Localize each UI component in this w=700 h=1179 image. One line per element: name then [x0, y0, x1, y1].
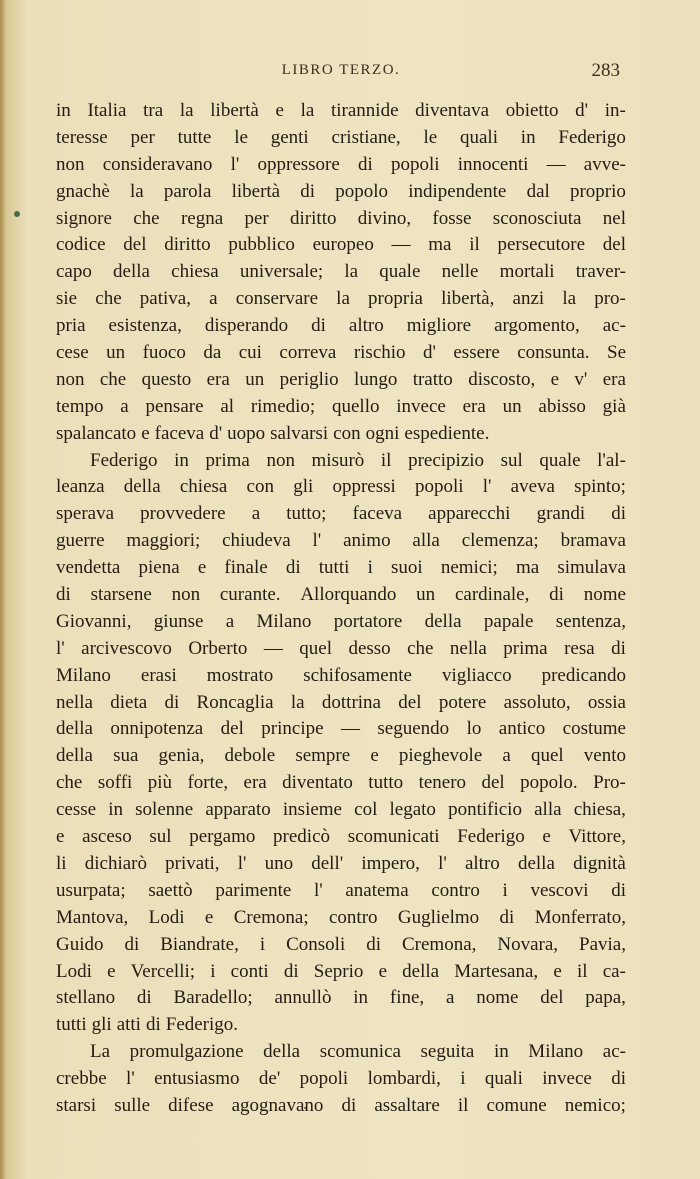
text-line: starsi sulle difese agognavano di assaltare il comune nemico; — [56, 1094, 626, 1116]
text-line: spalancato e faceva d' uopo salvarsi con ogni espediente. — [56, 422, 490, 444]
text-line: di starsene non curante. Allorquando un cardinale, di nome — [56, 584, 626, 606]
text-line: non consideravano l' oppressore di popoli innocenti — avve- — [56, 153, 626, 175]
text-line: pria esistenza, disperando di altro migliore argomento, ac- — [56, 315, 626, 337]
text-line: Giovanni, giunse a Milano portatore della papale sentenza, — [56, 610, 626, 632]
text-line: Federigo in prima non misurò il precipizio sul quale l'al- — [90, 449, 626, 471]
page-header — [56, 62, 626, 88]
text-line: nella dieta di Roncaglia la dottrina del potere assoluto, ossia — [56, 691, 626, 713]
text-line: usurpata; saettò parimente l' anatema contro i vescovi di — [56, 879, 626, 901]
text-line: gnachè la parola libertà di popolo indipendente dal proprio — [56, 180, 626, 202]
text-line: e asceso sul pergamo predicò scomunicati Federigo e Vittore, — [56, 826, 626, 848]
text-line: che soffi più forte, era diventato tutto tenero del popolo. Pro- — [56, 772, 626, 794]
text-line: Mantova, Lodi e Cremona; contro Guglielmo di Monferrato, — [56, 906, 626, 928]
page-edge-shadow — [0, 0, 6, 1179]
text-line: signore che regna per diritto divino, fosse sconosciuta nel — [56, 207, 626, 229]
text-line: cesse in solenne apparato insieme col legato pontificio alla chiesa, — [56, 799, 626, 821]
text-line: della onnipotenza del principe — seguendo lo antico costume — [56, 718, 626, 740]
text-line: tutti gli atti di Federigo. — [56, 1014, 239, 1036]
margin-ink-dot — [14, 211, 20, 217]
text-line: codice del diritto pubblico europeo — ma il persecutore del — [56, 234, 626, 256]
text-line: l' arcivescovo Orberto — quel desso che nella prima resa di — [56, 637, 626, 659]
text-line: capo della chiesa universale; la quale nelle mortali traver- — [56, 261, 626, 283]
text-line: leanza della chiesa con gli oppressi popoli l' aveva spinto; — [56, 476, 626, 498]
text-line: crebbe l' entusiasmo de' popoli lombardi, i quali invece di — [56, 1068, 626, 1090]
text-line: sie che pativa, a conservare la propria libertà, anzi la pro- — [56, 288, 626, 310]
text-line: della sua genia, debole sempre e pieghevole a quel vento — [56, 745, 626, 767]
text-line: vendetta piena e finale di tutti i suoi nemici; ma simulava — [56, 557, 626, 579]
page-number: 283 — [591, 60, 620, 81]
text-line: cese un fuoco da cui correva rischio d' essere consunta. Se — [56, 342, 626, 364]
text-line: Guido di Biandrate, i Consoli di Cremona, Novara, Pavia, — [56, 933, 626, 955]
running-head: LIBRO TERZO. — [281, 62, 401, 78]
text-line: sperava provvedere a tutto; faceva apparecchi grandi di — [56, 503, 626, 525]
text-line: in Italia tra la libertà e la tirannide diventava obietto d' in- — [56, 100, 626, 121]
text-line: guerre maggiori; chiudeva l' animo alla clemenza; bramava — [56, 530, 626, 552]
text-line: stellano di Baradello; annullò in fine, a nome del papa, — [56, 987, 626, 1009]
text-line: Lodi e Vercelli; i conti di Seprio e della Martesana, e il ca- — [56, 960, 626, 982]
text-line: tempo a pensare al rimedio; quello invece era un abisso già — [56, 395, 626, 417]
text-line: teresse per tutte le genti cristiane, le quali in Federigo — [56, 126, 626, 148]
text-line: La promulgazione della scomunica seguita in Milano ac- — [90, 1041, 626, 1063]
body-text — [56, 98, 626, 1120]
text-line: non che questo era un periglio lungo tratto discosto, e v' era — [56, 368, 626, 390]
text-line: Milano erasi mostrato schifosamente vigliacco predicando — [56, 664, 626, 686]
text-line: li dichiarò privati, l' uno dell' impero, l' altro della dignità — [56, 852, 626, 874]
